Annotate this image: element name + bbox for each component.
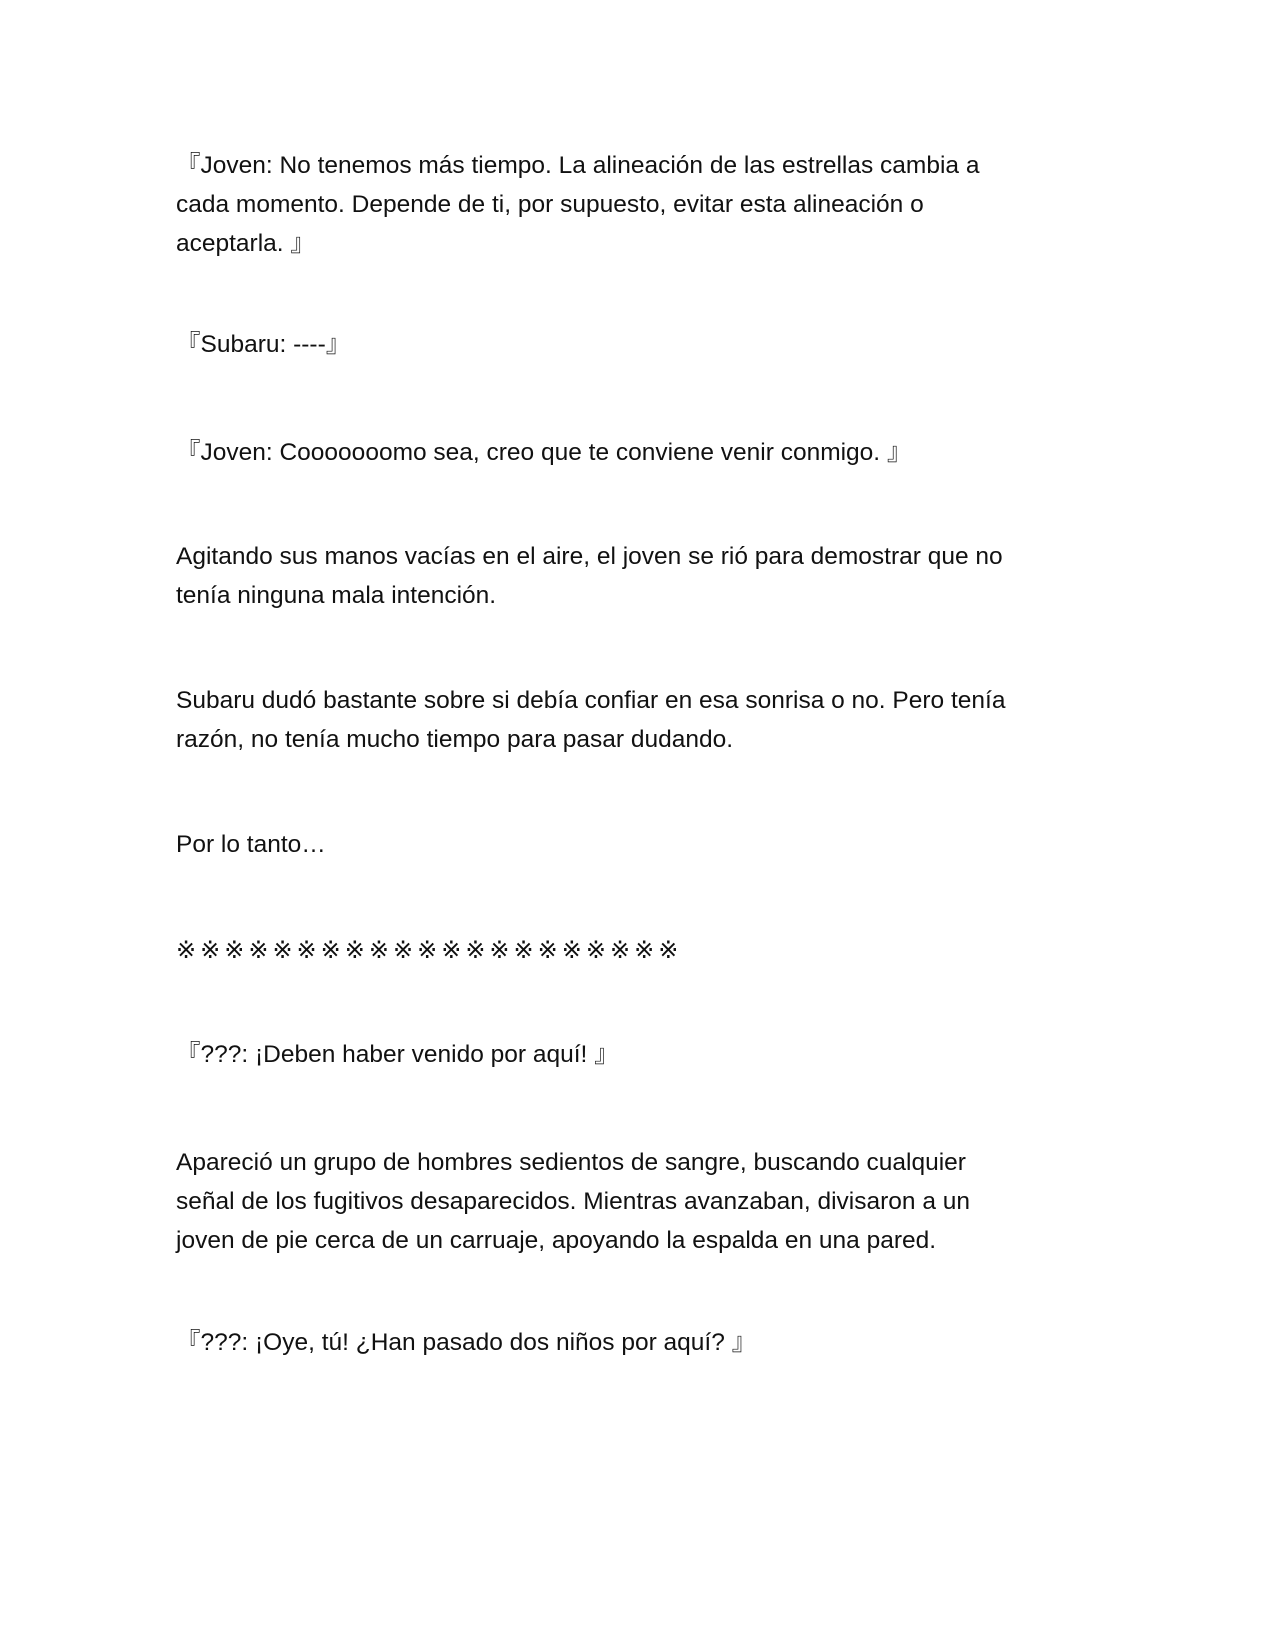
text-line: 『Joven: Cooooooomo sea, creo que te conviene venir conmigo. 』: [176, 439, 912, 466]
text-line: 『???: ¡Deben haber venido por aquí! 』: [176, 1041, 619, 1068]
text-line: 『Joven: No tenemos más tiempo. La alineación de las estrellas cambia a: [176, 152, 980, 179]
text-line: razón, no tenía mucho tiempo para pasar dudando.: [176, 726, 734, 753]
text-line: joven de pie cerca de un carruaje, apoyando la espalda en una pared.: [176, 1227, 937, 1254]
text-line: Agitando sus manos vacías en el aire, el joven se rió para demostrar que no: [176, 543, 1003, 570]
dialogue-joven-2: [176, 433, 1076, 472]
text-line: cada momento. Depende de ti, por supuesto, evitar esta alineación o: [176, 191, 924, 218]
text-line: Por lo tanto…: [176, 831, 326, 858]
text-line: 『Subaru: ----』: [176, 331, 351, 358]
text-line: aceptarla. 』: [176, 230, 315, 257]
narration-paragraph-4: [176, 1143, 1076, 1260]
text-line: señal de los fugitivos desaparecidos. Mientras avanzaban, divisaron a un: [176, 1188, 971, 1215]
dialogue-joven-1: [176, 146, 1076, 263]
separator-marks: ※※※※※※※※※※※※※※※※※※※※※: [176, 936, 683, 964]
dialogue-subaru: [176, 325, 1076, 364]
narration-paragraph-3: [176, 825, 1076, 864]
text-line: 『???: ¡Oye, tú! ¿Han pasado dos niños por aquí? 』: [176, 1329, 757, 1356]
narration-paragraph-1: [176, 537, 1076, 615]
section-separator: [176, 931, 1076, 970]
narration-paragraph-2: [176, 681, 1076, 759]
text-line: Subaru dudó bastante sobre si debía confiar en esa sonrisa o no. Pero tenía: [176, 687, 1006, 714]
dialogue-unknown-1: [176, 1035, 1076, 1074]
dialogue-unknown-2: [176, 1323, 1076, 1362]
text-line: Apareció un grupo de hombres sedientos de sangre, buscando cualquier: [176, 1149, 966, 1176]
text-line: tenía ninguna mala intención.: [176, 582, 497, 609]
